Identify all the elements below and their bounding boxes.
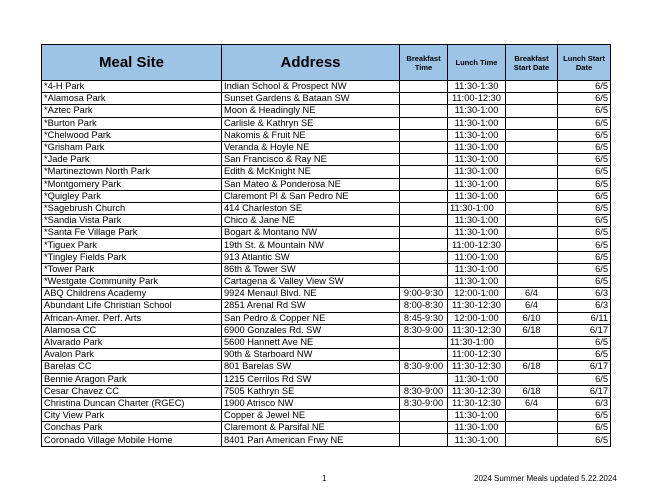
header-meal-site: Meal Site [42,45,222,81]
cell-address: 7505 Kathryn SE [222,385,400,397]
cell-lunch-start: 6/5 [558,202,611,214]
cell-meal-site: Christina Duncan Charter (RGEC) [42,397,222,409]
cell-breakfast-time [400,227,448,239]
updated-note: 2024 Summer Meals updated 5.22.2024 [474,474,617,483]
cell-address: Moon & Headingly NE [222,105,400,117]
cell-meal-site: Barelas CC [42,361,222,373]
cell-lunch-start: 6/5 [558,81,611,93]
cell-meal-site: Alvarado Park [42,336,222,348]
header-row [42,45,611,81]
cell-meal-site: *Chelwood Park [42,129,222,141]
cell-breakfast-time [400,276,448,288]
cell-breakfast-start [506,166,558,178]
cell-meal-site: *Tower Park [42,263,222,275]
table-row [42,324,611,336]
cell-lunch-time: 11:30-1:00 [448,373,506,385]
cell-breakfast-start: 6/10 [506,312,558,324]
cell-address: San Pedro & Copper NE [222,312,400,324]
cell-breakfast-time [400,166,448,178]
cell-lunch-time: 11:00-12:30 [448,93,506,105]
cell-lunch-start: 6/5 [558,349,611,361]
cell-breakfast-start [506,276,558,288]
cell-lunch-start: 6/5 [558,105,611,117]
cell-address: Edith & McKnight NE [222,166,400,178]
cell-meal-site: Conchas Park [42,422,222,434]
cell-breakfast-time [400,154,448,166]
cell-lunch-start: 6/5 [558,422,611,434]
cell-lunch-start: 6/5 [558,141,611,153]
cell-lunch-start: 6/5 [558,239,611,251]
cell-address: Claremont & Parsifal NE [222,422,400,434]
cell-address: Veranda & Hoyle NE [222,141,400,153]
cell-lunch-time: 11:30-1:00 [448,227,506,239]
cell-lunch-time: 11:30-1:00 [448,105,506,117]
cell-lunch-time: 11:30-1:00 [448,202,506,214]
table-row [42,300,611,312]
table-row [42,361,611,373]
cell-lunch-time: 11:30-1:00 [448,276,506,288]
cell-meal-site: *Westgate Community Park [42,276,222,288]
cell-lunch-start: 6/5 [558,215,611,227]
table-row [42,81,611,93]
cell-lunch-start: 6/5 [558,410,611,422]
cell-breakfast-time: 8:30-9:00 [400,397,448,409]
cell-lunch-time: 11:30-12:30 [448,397,506,409]
meal-sites-table [41,44,611,447]
cell-lunch-time: 11:30-12:30 [448,300,506,312]
table-row [42,117,611,129]
cell-breakfast-time [400,422,448,434]
table-row [42,202,611,214]
cell-breakfast-time: 9:00-9:30 [400,288,448,300]
table-row [42,239,611,251]
cell-lunch-time: 11:30-1:00 [448,410,506,422]
table-row [42,434,611,446]
cell-lunch-start: 6/5 [558,166,611,178]
cell-breakfast-start [506,81,558,93]
cell-breakfast-start [506,227,558,239]
cell-breakfast-start: 6/4 [506,300,558,312]
cell-lunch-time: 11:30-12:30 [448,385,506,397]
cell-breakfast-start [506,336,558,348]
table-row [42,251,611,263]
cell-breakfast-time [400,105,448,117]
cell-lunch-time: 11:00-12:30 [448,239,506,251]
table-row [42,422,611,434]
cell-meal-site: African-Amer. Perf. Arts [42,312,222,324]
cell-lunch-time: 11:30-1:00 [448,129,506,141]
cell-address: Chico & Jane NE [222,215,400,227]
cell-address: 86th & Tower SW [222,263,400,275]
table-row [42,190,611,202]
cell-lunch-time: 12:00-1:00 [448,288,506,300]
cell-breakfast-time [400,141,448,153]
cell-breakfast-start [506,117,558,129]
cell-lunch-start: 6/5 [558,190,611,202]
table-row [42,129,611,141]
cell-meal-site: *Sandia Vista Park [42,215,222,227]
table-row [42,227,611,239]
cell-lunch-start: 6/5 [558,178,611,190]
cell-breakfast-time [400,410,448,422]
cell-lunch-time: 11:30-12:30 [448,361,506,373]
cell-address: Indian School & Prospect NW [222,81,400,93]
cell-breakfast-start [506,93,558,105]
cell-breakfast-start [506,215,558,227]
cell-breakfast-start [506,239,558,251]
cell-meal-site: *Santa Fe Village Park [42,227,222,239]
cell-meal-site: *Jade Park [42,154,222,166]
cell-address: San Mateo & Ponderosa NE [222,178,400,190]
cell-meal-site: *Quigley Park [42,190,222,202]
cell-address: 1215 Cerrilos Rd SW [222,373,400,385]
cell-breakfast-time: 8:00-8:30 [400,300,448,312]
cell-breakfast-time [400,129,448,141]
cell-breakfast-time [400,178,448,190]
cell-breakfast-start [506,251,558,263]
cell-address: Carlisle & Kathryn SE [222,117,400,129]
cell-lunch-start: 6/17 [558,324,611,336]
cell-meal-site: Cesar Chavez CC [42,385,222,397]
cell-breakfast-time [400,349,448,361]
cell-lunch-time: 11:30-1:00 [448,263,506,275]
cell-address: 5600 Hannett Ave NE [222,336,400,348]
cell-breakfast-time [400,117,448,129]
cell-lunch-time: 11:30-1:00 [448,117,506,129]
cell-meal-site: Abundant Life Christian School [42,300,222,312]
cell-meal-site: ABQ Childrens Academy [42,288,222,300]
cell-lunch-start: 6/5 [558,336,611,348]
table-row [42,178,611,190]
cell-lunch-time: 12:00-1:00 [448,312,506,324]
cell-breakfast-start [506,422,558,434]
cell-lunch-time: 11:30-1:00 [448,336,506,348]
cell-lunch-start: 6/17 [558,361,611,373]
cell-meal-site: *Grisham Park [42,141,222,153]
cell-breakfast-time [400,239,448,251]
table-row [42,288,611,300]
cell-address: 414 Charleston SE [222,202,400,214]
cell-lunch-start: 6/5 [558,227,611,239]
table-row [42,312,611,324]
cell-breakfast-start [506,434,558,446]
cell-meal-site: *Alamosa Park [42,93,222,105]
cell-address: Cartagena & Valley View SW [222,276,400,288]
cell-lunch-start: 6/17 [558,385,611,397]
cell-breakfast-start [506,141,558,153]
cell-lunch-start: 6/5 [558,434,611,446]
cell-breakfast-time [400,202,448,214]
cell-breakfast-start [506,178,558,190]
cell-meal-site: *Sagebrush Church [42,202,222,214]
cell-meal-site: Avalon Park [42,349,222,361]
cell-breakfast-start: 6/18 [506,385,558,397]
cell-address: Nakomis & Fruit NE [222,129,400,141]
cell-lunch-time: 11:30-1:00 [448,190,506,202]
cell-breakfast-time [400,263,448,275]
cell-meal-site: *Montgomery Park [42,178,222,190]
cell-breakfast-time [400,81,448,93]
cell-breakfast-time [400,373,448,385]
cell-lunch-time: 11:30-1:00 [448,178,506,190]
cell-lunch-start: 6/3 [558,288,611,300]
cell-address: San Francisco & Ray NE [222,154,400,166]
cell-meal-site: *Tingley Fields Park [42,251,222,263]
cell-lunch-time: 11:30-1:00 [448,215,506,227]
cell-lunch-start: 6/3 [558,300,611,312]
cell-address: 19th St. & Mountain NW [222,239,400,251]
cell-meal-site: Bennie Aragon Park [42,373,222,385]
cell-breakfast-start [506,349,558,361]
cell-breakfast-time [400,190,448,202]
table-row [42,215,611,227]
cell-address: 9924 Menaul Blvd. NE [222,288,400,300]
cell-address: Claremont Pl & San Pedro NE [222,190,400,202]
cell-lunch-time: 11:30-1:00 [448,434,506,446]
table-body [42,81,611,447]
cell-address: Bogart & Montano NW [222,227,400,239]
cell-lunch-start: 6/5 [558,373,611,385]
cell-address: 801 Barelas SW [222,361,400,373]
cell-meal-site: *Tiguex Park [42,239,222,251]
cell-address: 2851 Arenal Rd SW [222,300,400,312]
cell-breakfast-start [506,190,558,202]
cell-meal-site: *Burton Park [42,117,222,129]
cell-lunch-start: 6/5 [558,251,611,263]
cell-meal-site: *Martineztown North Park [42,166,222,178]
cell-lunch-time: 11:00-1:00 [448,251,506,263]
header-lunch-time: Lunch Time [448,45,506,81]
cell-breakfast-time [400,215,448,227]
cell-meal-site: City View Park [42,410,222,422]
cell-breakfast-start [506,202,558,214]
cell-lunch-time: 11:30-1:00 [448,166,506,178]
cell-breakfast-start: 6/18 [506,324,558,336]
cell-meal-site: Alamosa CC [42,324,222,336]
header-breakfast-start-date: Breakfast Start Date [506,45,558,81]
table-row [42,373,611,385]
cell-address: 6900 Gonzales Rd. SW [222,324,400,336]
cell-breakfast-time [400,93,448,105]
cell-lunch-start: 6/5 [558,154,611,166]
cell-breakfast-start [506,263,558,275]
cell-lunch-start: 6/5 [558,117,611,129]
cell-breakfast-start [506,373,558,385]
table-row [42,93,611,105]
table-row [42,397,611,409]
cell-lunch-time: 11:00-12:30 [448,349,506,361]
table-row [42,166,611,178]
cell-lunch-time: 11:30-12:30 [448,324,506,336]
cell-address: 8401 Pan American Frwy NE [222,434,400,446]
cell-lunch-time: 11:30-1:00 [448,422,506,434]
cell-breakfast-time [400,434,448,446]
cell-lunch-start: 6/5 [558,263,611,275]
cell-breakfast-time: 8:45-9:30 [400,312,448,324]
cell-breakfast-start [506,410,558,422]
table-row [42,263,611,275]
cell-breakfast-time: 8:30-9:00 [400,385,448,397]
cell-breakfast-start [506,105,558,117]
cell-meal-site: Coronado Village Mobile Home [42,434,222,446]
header-lunch-start-date: Lunch Start Date [558,45,611,81]
cell-breakfast-start: 6/4 [506,288,558,300]
cell-address: 90th & Starboard NW [222,349,400,361]
header-address: Address [222,45,400,81]
cell-breakfast-time [400,251,448,263]
page-number: 1 [322,474,327,483]
table-row [42,154,611,166]
table-row [42,336,611,348]
cell-meal-site: *4-H Park [42,81,222,93]
cell-lunch-start: 6/5 [558,129,611,141]
cell-lunch-time: 11:30-1:30 [448,81,506,93]
cell-lunch-start: 6/5 [558,276,611,288]
table-row [42,410,611,422]
cell-breakfast-start [506,129,558,141]
header-breakfast-time: Breakfast Time [400,45,448,81]
cell-breakfast-start: 6/4 [506,397,558,409]
table-row [42,349,611,361]
cell-lunch-start: 6/11 [558,312,611,324]
cell-address: 913 Atlantic SW [222,251,400,263]
cell-lunch-start: 6/3 [558,397,611,409]
cell-lunch-start: 6/5 [558,93,611,105]
cell-address: Copper & Jewel NE [222,410,400,422]
table-row [42,276,611,288]
cell-breakfast-time: 8:30-9:00 [400,324,448,336]
cell-lunch-time: 11:30-1:00 [448,154,506,166]
cell-address: Sunset Gardens & Bataan SW [222,93,400,105]
table-row [42,385,611,397]
table-row [42,105,611,117]
cell-breakfast-time [400,336,448,348]
cell-lunch-time: 11:30-1:00 [448,141,506,153]
cell-breakfast-time: 8:30-9:00 [400,361,448,373]
cell-address: 1900 Atrisco NW [222,397,400,409]
cell-breakfast-start: 6/18 [506,361,558,373]
cell-breakfast-start [506,154,558,166]
table-row [42,141,611,153]
cell-meal-site: *Aztec Park [42,105,222,117]
